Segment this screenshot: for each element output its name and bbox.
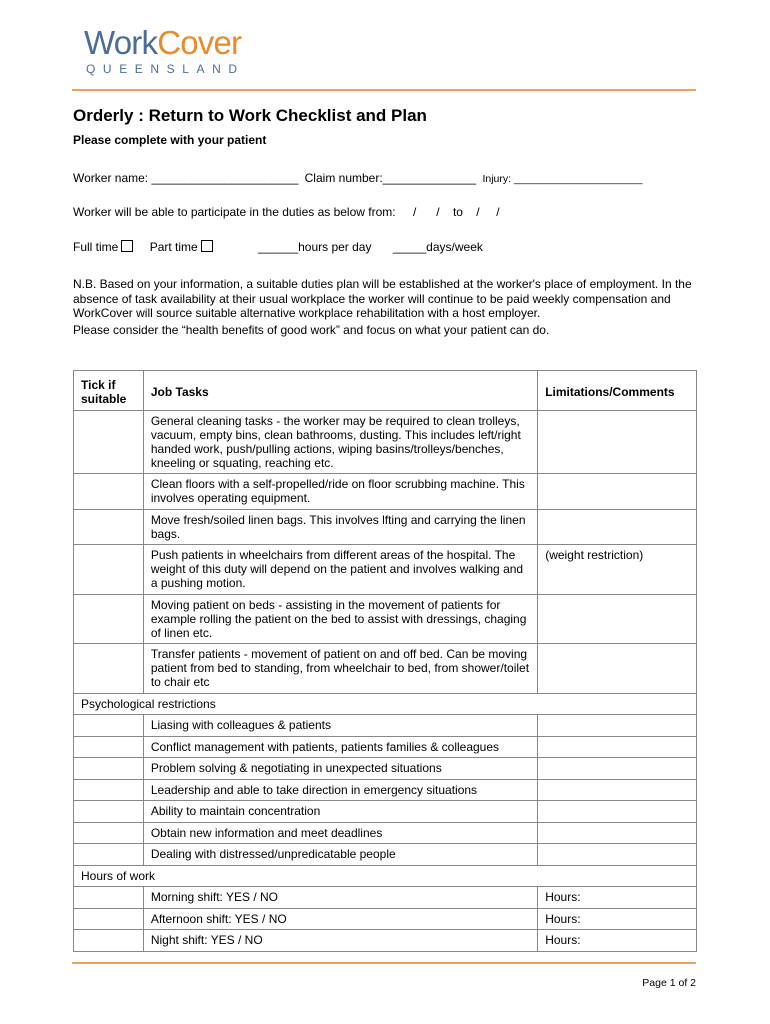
tick-cell[interactable] (74, 474, 144, 510)
part-time-checkbox[interactable] (201, 240, 213, 252)
page-title: Orderly : Return to Work Checklist and Plan (73, 106, 427, 125)
header-job-tasks: Job Tasks (143, 371, 537, 411)
table-row (74, 411, 697, 474)
table-row (74, 737, 697, 758)
participation-label: Worker will be able to participate in the duties as below from: (73, 205, 396, 219)
task-cell: Ability to maintain concentration (143, 801, 537, 823)
task-cell: Move fresh/soiled linen bags. This involves lfting and carrying the linen bags. (143, 510, 537, 545)
header-tick: Tick if suitable (74, 371, 144, 411)
logo-word-work: Work (84, 24, 158, 61)
tick-cell[interactable] (74, 930, 144, 952)
hours-heading: Hours of work (74, 866, 697, 887)
table-row (74, 715, 697, 737)
table-row (74, 510, 697, 545)
comment-cell[interactable] (538, 644, 697, 694)
task-cell: Push patients in wheelchairs from different areas of the hospital. The weight of this duty will depend on the patient and involves walking and a pushing motion. (143, 545, 537, 595)
tick-cell[interactable] (74, 758, 144, 780)
table-row (74, 909, 697, 930)
page-number: Page 1 of 2 (642, 977, 696, 989)
note-text (73, 277, 693, 337)
tick-cell[interactable] (74, 595, 144, 644)
comment-cell[interactable] (538, 844, 697, 866)
header-limitations: Limitations/Comments (538, 371, 697, 411)
duties-table (73, 370, 697, 952)
task-cell: Transfer patients - movement of patient on and off bed. Can be moving patient from bed to standing, from wheelchair to bed, from shower/toilet to chair etc (143, 644, 537, 694)
task-cell: Dealing with distressed/unpredicatable people (143, 844, 537, 866)
full-time-checkbox[interactable] (121, 240, 133, 252)
injury-field[interactable]: Injury: ______________________ (482, 173, 643, 185)
tick-cell[interactable] (74, 737, 144, 758)
section-row-psychological (74, 694, 697, 715)
tick-cell[interactable] (74, 823, 144, 844)
task-cell: Leadership and able to take direction in emergency situations (143, 780, 537, 801)
note-paragraph: N.B. Based on your information, a suitable duties plan will be established at the worker's place of employment. In the absence of task availability at their usual workplace the worker will continue to be paid weekly compensation and WorkCover will source suitable alternative workplace rehabilitation with a host employer. (73, 277, 692, 320)
claim-number-field[interactable]: Claim number:______________ (304, 171, 477, 185)
full-time-label: Full time (73, 240, 119, 254)
participation-line (73, 205, 500, 219)
comment-cell[interactable] (538, 801, 697, 823)
tick-cell[interactable] (74, 411, 144, 474)
tick-cell[interactable] (74, 801, 144, 823)
hours-cell[interactable]: Hours: (538, 909, 697, 930)
task-cell: General cleaning tasks - the worker may be required to clean trolleys, vacuum, empty bins, clean bathrooms, dusting. This includes left/right handed work, push/pulling actions, wiping basins/trolleys/benches, kneeling or squating, reaching etc. (143, 411, 537, 474)
page-subtitle: Please complete with your patient (73, 133, 267, 147)
table-row (74, 844, 697, 866)
comment-cell[interactable] (538, 780, 697, 801)
tick-cell[interactable] (74, 887, 144, 909)
hours-per-day-field[interactable]: ______hours per day (258, 240, 372, 254)
work-pattern-line (73, 240, 483, 254)
task-cell: Clean floors with a self-propelled/ride on floor scrubbing machine. This involves operating equipment. (143, 474, 537, 510)
worker-details-line (73, 171, 642, 185)
comment-cell[interactable] (538, 715, 697, 737)
task-cell: Problem solving & negotiating in unexpected situations (143, 758, 537, 780)
workcover-logo (84, 26, 245, 76)
table-row (74, 644, 697, 694)
task-cell: Conflict management with patients, patients families & colleagues (143, 737, 537, 758)
task-cell: Moving patient on beds - assisting in the movement of patients for example rolling the patient on the bed to assist with dressings, chaging of linen etc. (143, 595, 537, 644)
tick-cell[interactable] (74, 844, 144, 866)
table-row (74, 758, 697, 780)
tick-cell[interactable] (74, 909, 144, 930)
note-paragraph-2: Please consider the “health benefits of good work” and focus on what your patient can do. (73, 322, 550, 337)
part-time-label: Part time (149, 240, 198, 254)
table-row (74, 780, 697, 801)
comment-cell[interactable] (538, 595, 697, 644)
comment-cell[interactable] (538, 474, 697, 510)
comment-cell[interactable] (538, 737, 697, 758)
hours-cell[interactable]: Hours: (538, 930, 697, 952)
task-cell: Obtain new information and meet deadlines (143, 823, 537, 844)
table-row (74, 801, 697, 823)
table-row (74, 823, 697, 844)
comment-cell[interactable] (538, 823, 697, 844)
table-header-row (74, 371, 697, 411)
tick-cell[interactable] (74, 715, 144, 737)
logo-subtitle: QUEENSLAND (86, 62, 245, 76)
comment-cell[interactable]: (weight restriction) (538, 545, 697, 595)
table-row (74, 887, 697, 909)
tick-cell[interactable] (74, 780, 144, 801)
section-row-hours (74, 866, 697, 887)
table-row (74, 474, 697, 510)
footer-rule (72, 962, 696, 964)
task-cell: Liasing with colleagues & patients (143, 715, 537, 737)
tick-cell[interactable] (74, 545, 144, 595)
table-row (74, 545, 697, 595)
table-row (74, 595, 697, 644)
table-row (74, 930, 697, 952)
header-rule (72, 89, 696, 91)
comment-cell[interactable] (538, 411, 697, 474)
worker-name-field[interactable]: Worker name: ______________________ (73, 171, 299, 185)
date-range-field[interactable]: / / to / / (412, 205, 500, 219)
tick-cell[interactable] (74, 510, 144, 545)
shift-cell[interactable]: Afternoon shift: YES / NO (143, 909, 537, 930)
comment-cell[interactable] (538, 758, 697, 780)
shift-cell[interactable]: Night shift: YES / NO (143, 930, 537, 952)
tick-cell[interactable] (74, 644, 144, 694)
shift-cell[interactable]: Morning shift: YES / NO (143, 887, 537, 909)
comment-cell[interactable] (538, 510, 697, 545)
hours-cell[interactable]: Hours: (538, 887, 697, 909)
psych-heading: Psychological restrictions (74, 694, 697, 715)
logo-word-cover: Cover (157, 24, 242, 61)
days-per-week-field[interactable]: _____days/week (392, 240, 483, 254)
